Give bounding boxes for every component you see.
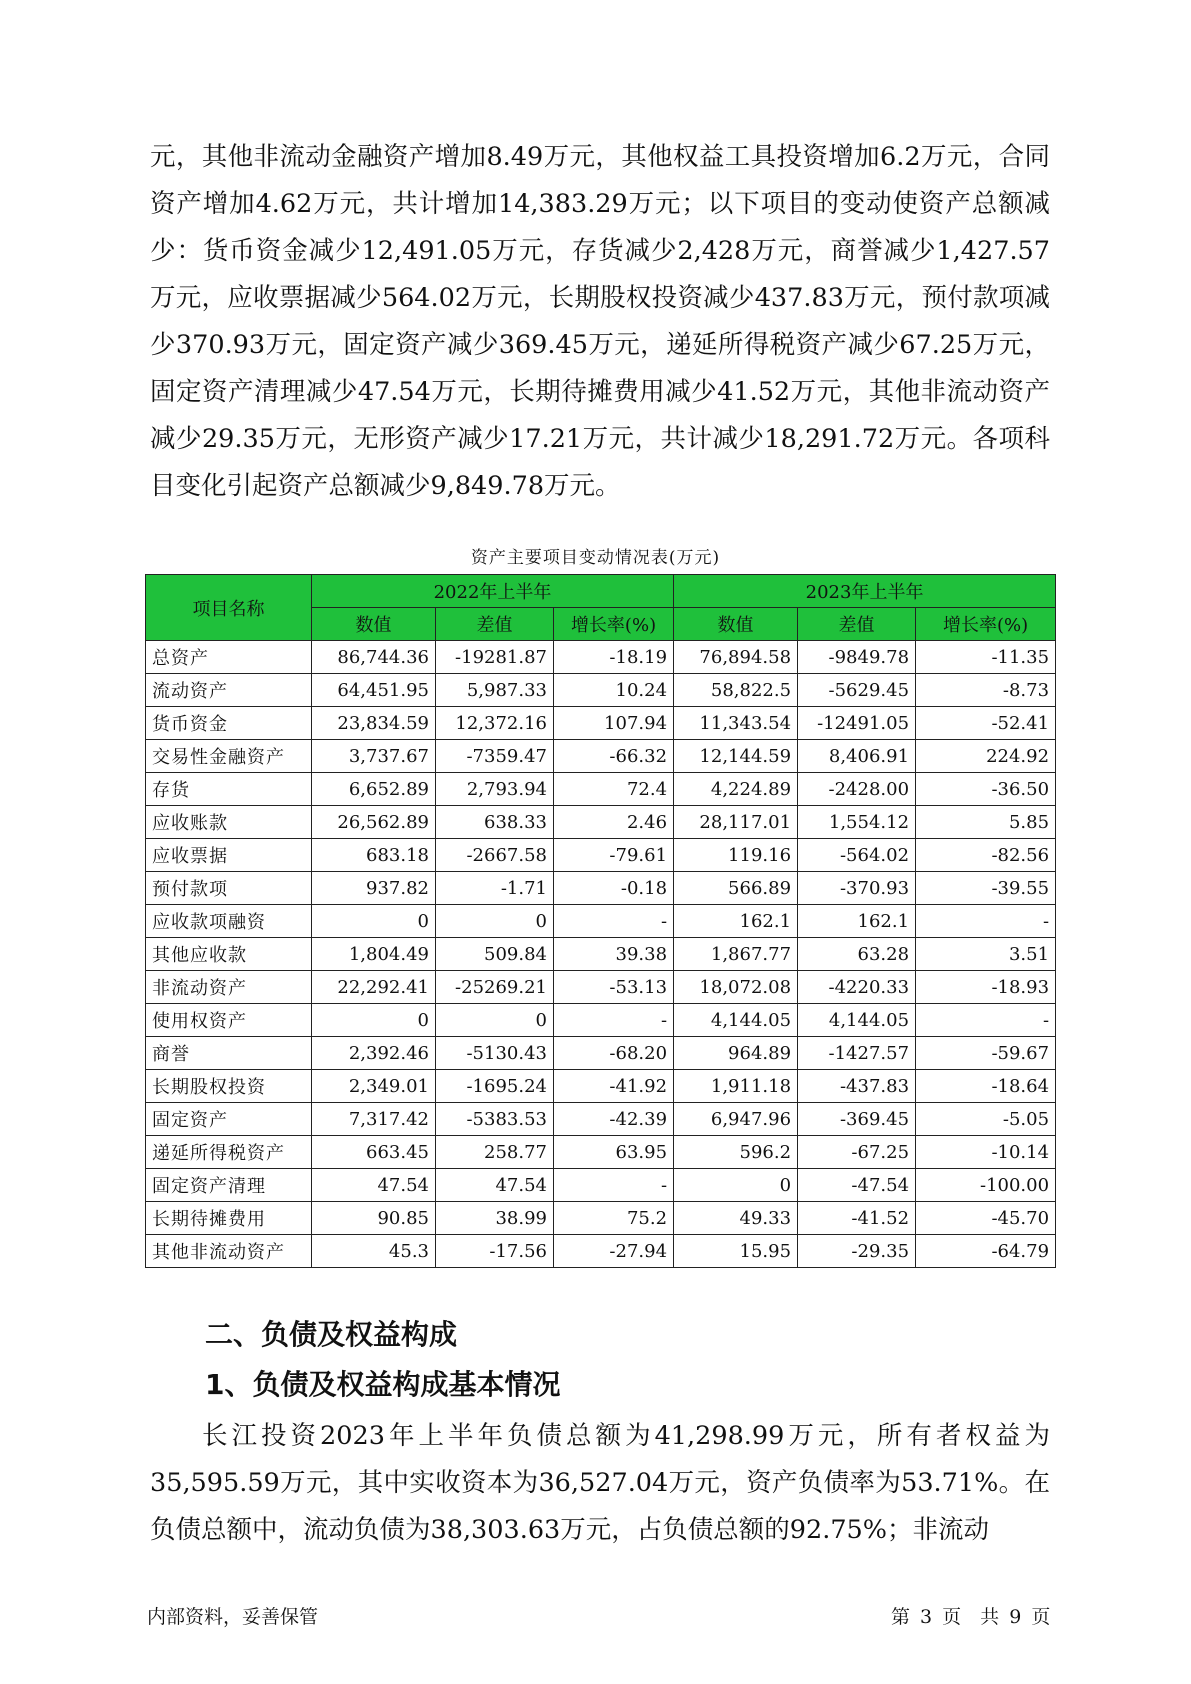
cell-g22: 2.46	[554, 806, 674, 839]
cell-name: 非流动资产	[146, 971, 312, 1004]
cell-name: 应收票据	[146, 839, 312, 872]
cell-d22: -5383.53	[436, 1103, 554, 1136]
cell-v23: 566.89	[674, 872, 798, 905]
cell-g23: -45.70	[916, 1202, 1056, 1235]
footer-page-number: 第 3 页 共 9 页	[891, 1606, 1051, 1628]
cell-d23: -2428.00	[798, 773, 916, 806]
header-growth-2022: 增长率(%)	[554, 608, 674, 641]
cell-v22: 683.18	[312, 839, 436, 872]
cell-v22: 0	[312, 1004, 436, 1037]
cell-g22: 63.95	[554, 1136, 674, 1169]
cell-d22: 258.77	[436, 1136, 554, 1169]
intro-paragraph	[150, 134, 1050, 510]
cell-d23: -564.02	[798, 839, 916, 872]
cell-d23: -67.25	[798, 1136, 916, 1169]
cell-g22: 10.24	[554, 674, 674, 707]
cell-v23: 49.33	[674, 1202, 798, 1235]
table-row	[146, 707, 1056, 740]
cell-g22: 75.2	[554, 1202, 674, 1235]
cell-v23: 18,072.08	[674, 971, 798, 1004]
subsection-heading: 1、负债及权益构成基本情况	[205, 1368, 561, 1401]
cell-d23: 8,406.91	[798, 740, 916, 773]
liability-text: 长江投资2023年上半年负债总额为41,298.99万元，所有者权益为35,595.59万元，其中实收资本为36,527.04万元，资产负债率为53.71%。在负债总额中，流动负债为38,303.63万元，占负债总额的92.75%；非流动	[150, 1421, 1050, 1545]
cell-d22: -25269.21	[436, 971, 554, 1004]
cell-v22: 45.3	[312, 1235, 436, 1268]
cell-d23: -4220.33	[798, 971, 916, 1004]
cell-v22: 0	[312, 905, 436, 938]
cell-d23: -370.93	[798, 872, 916, 905]
cell-name: 使用权资产	[146, 1004, 312, 1037]
header-growth-2023: 增长率(%)	[916, 608, 1056, 641]
table-header-row-1	[146, 575, 1056, 608]
table-row	[146, 674, 1056, 707]
cell-d23: -9849.78	[798, 641, 916, 674]
header-item-name: 项目名称	[146, 575, 312, 641]
table-row	[146, 839, 1056, 872]
table-row	[146, 1070, 1056, 1103]
cell-name: 长期股权投资	[146, 1070, 312, 1103]
cell-d22: -19281.87	[436, 641, 554, 674]
cell-d22: 12,372.16	[436, 707, 554, 740]
cell-d23: -5629.45	[798, 674, 916, 707]
cell-g22: -53.13	[554, 971, 674, 1004]
table-row	[146, 938, 1056, 971]
cell-d23: -12491.05	[798, 707, 916, 740]
cell-v23: 15.95	[674, 1235, 798, 1268]
cell-g23: -64.79	[916, 1235, 1056, 1268]
cell-v23: 4,224.89	[674, 773, 798, 806]
table-row	[146, 1202, 1056, 1235]
liability-paragraph	[150, 1413, 1050, 1554]
cell-name: 固定资产	[146, 1103, 312, 1136]
cell-g23: -82.56	[916, 839, 1056, 872]
cell-g23: -	[916, 905, 1056, 938]
cell-v22: 47.54	[312, 1169, 436, 1202]
cell-name: 存货	[146, 773, 312, 806]
cell-d22: 638.33	[436, 806, 554, 839]
cell-g22: -	[554, 1169, 674, 1202]
header-period-2023: 2023年上半年	[674, 575, 1056, 608]
cell-d22: 509.84	[436, 938, 554, 971]
cell-v23: 1,867.77	[674, 938, 798, 971]
cell-v22: 22,292.41	[312, 971, 436, 1004]
table-row	[146, 971, 1056, 1004]
cell-d22: -17.56	[436, 1235, 554, 1268]
cell-v23: 0	[674, 1169, 798, 1202]
cell-v23: 12,144.59	[674, 740, 798, 773]
cell-name: 其他非流动资产	[146, 1235, 312, 1268]
cell-name: 交易性金融资产	[146, 740, 312, 773]
cell-v23: 162.1	[674, 905, 798, 938]
cell-d22: -5130.43	[436, 1037, 554, 1070]
cell-d23: -41.52	[798, 1202, 916, 1235]
cell-v22: 90.85	[312, 1202, 436, 1235]
cell-d23: 4,144.05	[798, 1004, 916, 1037]
cell-d23: 1,554.12	[798, 806, 916, 839]
cell-name: 货币资金	[146, 707, 312, 740]
table-row	[146, 1004, 1056, 1037]
cell-v23: 6,947.96	[674, 1103, 798, 1136]
cell-name: 商誉	[146, 1037, 312, 1070]
intro-text: 元，其他非流动金融资产增加8.49万元，其他权益工具投资增加6.2万元，合同资产增加4.62万元，共计增加14,383.29万元；以下项目的变动使资产总额减少：货币资金减少12,491.05万元，存货减少2,428万元，商誉减少1,427.57万元，应收票据减少564.02万元，长期股权投资减少437.83万元，预付款项减少370.93万元，固定资产减少369.45万元，递延所得税资产减少67.25万元，固定资产清理减少47.54万元，长期待摊费用减少41.52万元，其他非流动资产减少29.35万元，无形资产减少17.21万元，共计减少18,291.72万元。各项科目变化引起资产总额减少9,849.78万元。	[150, 142, 1050, 501]
cell-v22: 64,451.95	[312, 674, 436, 707]
cell-v23: 119.16	[674, 839, 798, 872]
cell-name: 应收款项融资	[146, 905, 312, 938]
cell-d22: 2,793.94	[436, 773, 554, 806]
cell-g22: -66.32	[554, 740, 674, 773]
cell-g23: -39.55	[916, 872, 1056, 905]
cell-d23: -437.83	[798, 1070, 916, 1103]
cell-d23: -47.54	[798, 1169, 916, 1202]
cell-g22: -27.94	[554, 1235, 674, 1268]
cell-g23: 5.85	[916, 806, 1056, 839]
cell-d22: 5,987.33	[436, 674, 554, 707]
cell-v22: 7,317.42	[312, 1103, 436, 1136]
cell-v23: 4,144.05	[674, 1004, 798, 1037]
cell-name: 预付款项	[146, 872, 312, 905]
cell-g23: 3.51	[916, 938, 1056, 971]
cell-g22: -68.20	[554, 1037, 674, 1070]
cell-v23: 1,911.18	[674, 1070, 798, 1103]
cell-g23: -18.93	[916, 971, 1056, 1004]
cell-v22: 3,737.67	[312, 740, 436, 773]
cell-v22: 937.82	[312, 872, 436, 905]
cell-g22: 39.38	[554, 938, 674, 971]
cell-d23: -29.35	[798, 1235, 916, 1268]
header-diff-2022: 差值	[436, 608, 554, 641]
header-diff-2023: 差值	[798, 608, 916, 641]
section-heading: 二、负债及权益构成	[205, 1318, 458, 1351]
cell-g22: 107.94	[554, 707, 674, 740]
cell-name: 总资产	[146, 641, 312, 674]
cell-g22: -	[554, 905, 674, 938]
table-row	[146, 773, 1056, 806]
cell-v22: 26,562.89	[312, 806, 436, 839]
header-value-2023: 数值	[674, 608, 798, 641]
cell-d22: -2667.58	[436, 839, 554, 872]
cell-g23: 224.92	[916, 740, 1056, 773]
header-period-2022: 2022年上半年	[312, 575, 674, 608]
cell-d22: 0	[436, 1004, 554, 1037]
table-row	[146, 641, 1056, 674]
asset-change-table	[145, 574, 1056, 1268]
cell-g23: -10.14	[916, 1136, 1056, 1169]
table-row	[146, 740, 1056, 773]
footer-confidential-note: 内部资料，妥善保管	[147, 1606, 319, 1628]
cell-d23: 162.1	[798, 905, 916, 938]
cell-v22: 86,744.36	[312, 641, 436, 674]
cell-d22: 38.99	[436, 1202, 554, 1235]
cell-d23: -1427.57	[798, 1037, 916, 1070]
cell-v23: 11,343.54	[674, 707, 798, 740]
cell-d22: 47.54	[436, 1169, 554, 1202]
cell-v23: 76,894.58	[674, 641, 798, 674]
table-row	[146, 905, 1056, 938]
cell-name: 其他应收款	[146, 938, 312, 971]
cell-d23: 63.28	[798, 938, 916, 971]
cell-v22: 2,392.46	[312, 1037, 436, 1070]
cell-name: 应收账款	[146, 806, 312, 839]
cell-g23: -36.50	[916, 773, 1056, 806]
table-row	[146, 1103, 1056, 1136]
cell-v22: 23,834.59	[312, 707, 436, 740]
cell-d23: -369.45	[798, 1103, 916, 1136]
cell-name: 固定资产清理	[146, 1169, 312, 1202]
cell-g23: -59.67	[916, 1037, 1056, 1070]
table-row	[146, 1235, 1056, 1268]
cell-g23: -	[916, 1004, 1056, 1037]
table-body	[146, 641, 1056, 1268]
table-row	[146, 1169, 1056, 1202]
cell-g23: -11.35	[916, 641, 1056, 674]
cell-name: 长期待摊费用	[146, 1202, 312, 1235]
cell-g22: -79.61	[554, 839, 674, 872]
cell-v23: 28,117.01	[674, 806, 798, 839]
cell-g22: -18.19	[554, 641, 674, 674]
cell-d22: 0	[436, 905, 554, 938]
table-row	[146, 1037, 1056, 1070]
cell-v22: 6,652.89	[312, 773, 436, 806]
cell-v22: 2,349.01	[312, 1070, 436, 1103]
table-row	[146, 1136, 1056, 1169]
table-caption: 资产主要项目变动情况表(万元)	[470, 548, 721, 568]
cell-name: 流动资产	[146, 674, 312, 707]
cell-v22: 663.45	[312, 1136, 436, 1169]
cell-v22: 1,804.49	[312, 938, 436, 971]
cell-g23: -100.00	[916, 1169, 1056, 1202]
cell-g22: -42.39	[554, 1103, 674, 1136]
cell-v23: 58,822.5	[674, 674, 798, 707]
cell-g22: -0.18	[554, 872, 674, 905]
cell-g22: -41.92	[554, 1070, 674, 1103]
cell-g23: -5.05	[916, 1103, 1056, 1136]
cell-g22: 72.4	[554, 773, 674, 806]
cell-d22: -7359.47	[436, 740, 554, 773]
cell-d22: -1.71	[436, 872, 554, 905]
cell-name: 递延所得税资产	[146, 1136, 312, 1169]
cell-d22: -1695.24	[436, 1070, 554, 1103]
header-value-2022: 数值	[312, 608, 436, 641]
cell-g22: -	[554, 1004, 674, 1037]
cell-v23: 964.89	[674, 1037, 798, 1070]
table-row	[146, 806, 1056, 839]
cell-g23: -52.41	[916, 707, 1056, 740]
cell-v23: 596.2	[674, 1136, 798, 1169]
cell-g23: -18.64	[916, 1070, 1056, 1103]
cell-g23: -8.73	[916, 674, 1056, 707]
table-row	[146, 872, 1056, 905]
